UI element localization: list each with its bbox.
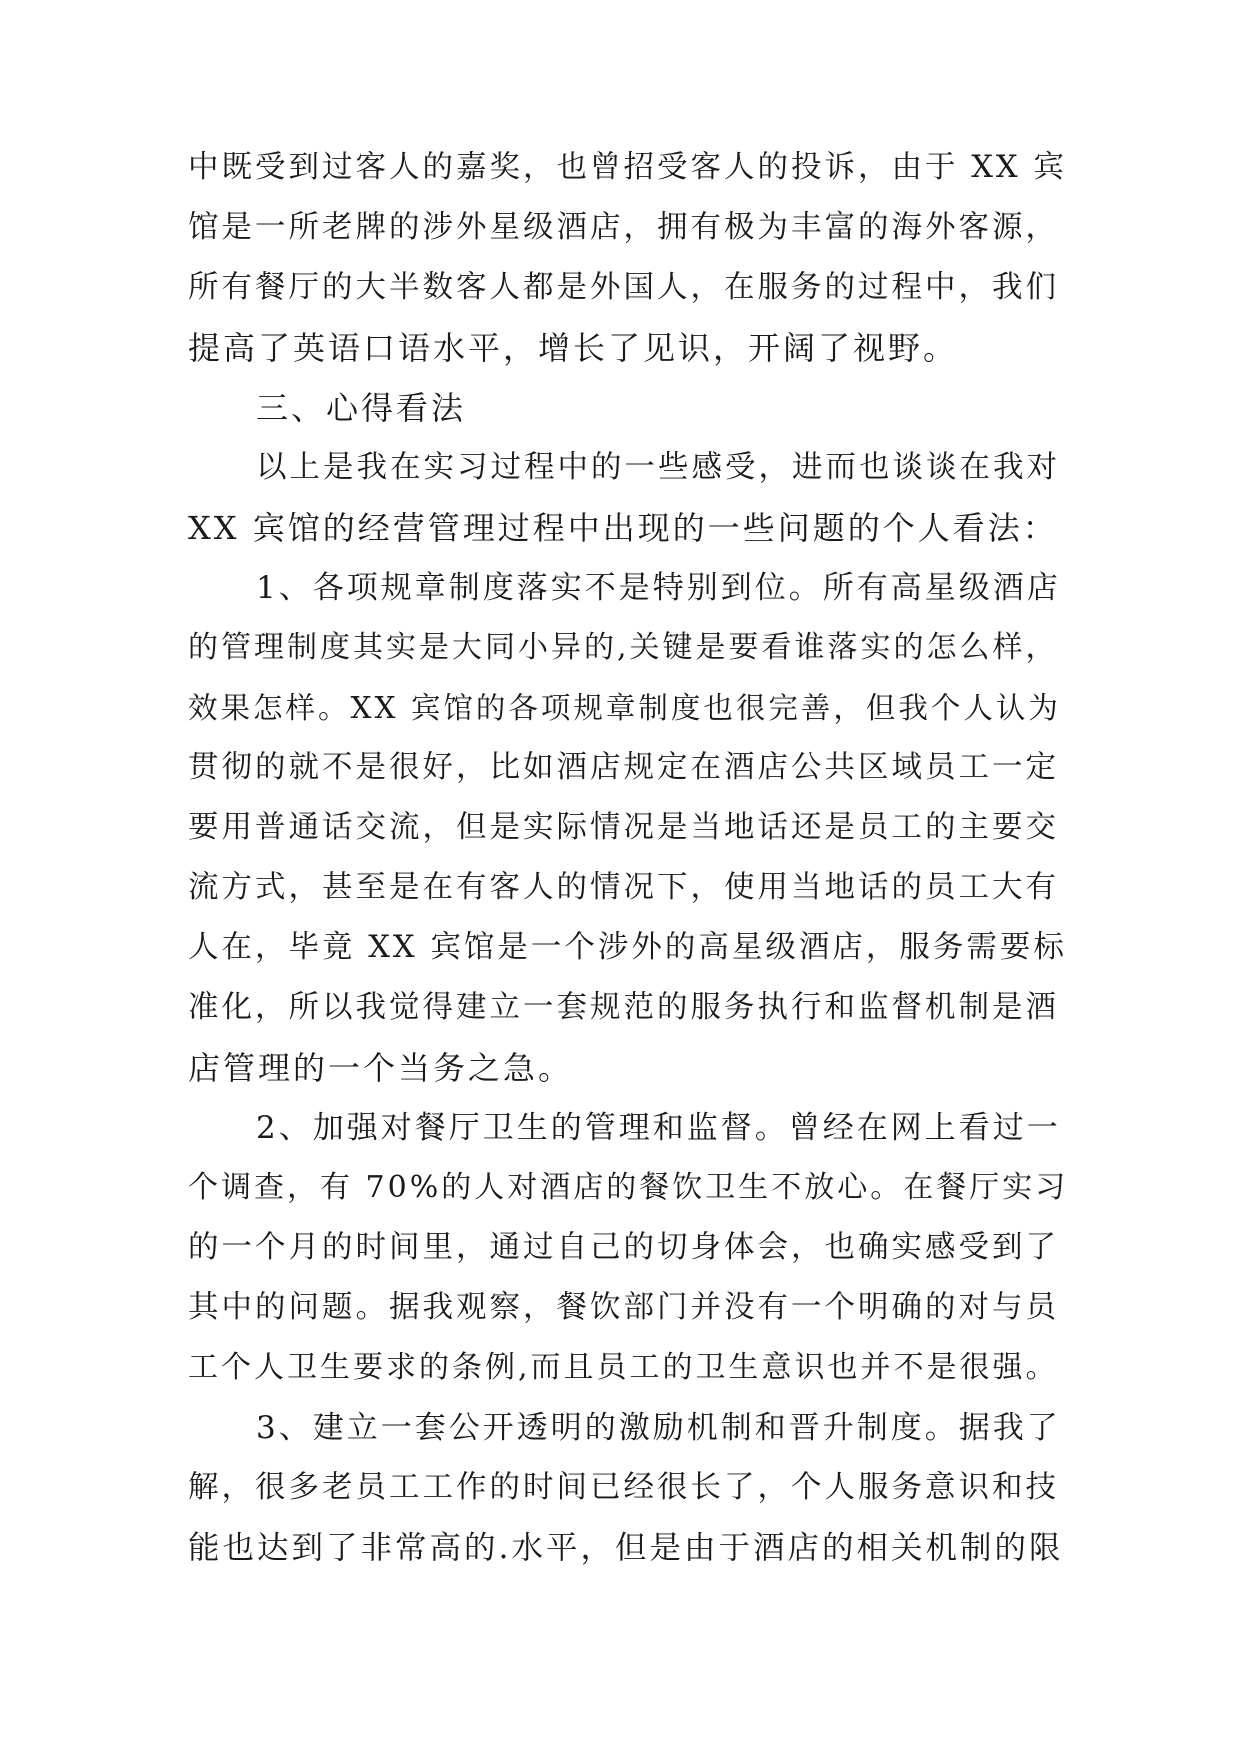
text-line: 3、建立一套公开透明的激励机制和晋升制度。据我了	[256, 1410, 1061, 1446]
text-line: 能也达到了非常高的.水平，但是由于酒店的相关机制的限	[188, 1530, 1064, 1566]
text-line: 其中的问题。据我观察，餐饮部门并没有一个明确的对与员	[188, 1290, 1059, 1325]
text-line: 流方式，甚至是在有客人的情况下，使用当地话的员工大有	[188, 870, 1059, 905]
text-line: 准化，所以我觉得建立一套规范的服务执行和监督机制是酒	[188, 990, 1059, 1025]
text-line: XX 宾馆的经营管理过程中出现的一些问题的个人看法：	[188, 509, 1058, 547]
text-line: 2、加强对餐厅卫生的管理和监督。曾经在网上看过一	[256, 1110, 1061, 1146]
text-line: 所有餐厅的大半数客人都是外国人，在服务的过程中，我们	[188, 270, 1059, 305]
text-line: 要用普通话交流，但是实际情况是当地话还是员工的主要交	[188, 810, 1059, 845]
text-line: 的管理制度其实是大同小异的,关键是要看谁落实的怎么样，	[188, 630, 1059, 665]
text-line: 中既受到过客人的嘉奖，也曾招受客人的投诉，由于 XX 宾	[188, 150, 1067, 185]
text-line: 个调查，有 70%的人对酒店的餐饮卫生不放心。在餐厅实习	[188, 1170, 1069, 1205]
text-line: 馆是一所老牌的涉外星级酒店，拥有极为丰富的海外客源，	[188, 210, 1059, 245]
section-heading: 三、心得看法	[256, 389, 467, 427]
text-line: 贯彻的就不是很好，比如酒店规定在酒店公共区域员工一定	[188, 750, 1059, 785]
text-line: 解，很多老员工工作的时间已经很长了，个人服务意识和技	[188, 1470, 1059, 1505]
text-line: 提高了英语口语水平，增长了见识，开阔了视野。	[188, 329, 959, 367]
text-line: 以上是我在实习过程中的一些感受，进而也谈谈在我对	[256, 450, 1060, 485]
text-line: 人在，毕竟 XX 宾馆是一个涉外的高星级酒店，服务需要标	[188, 930, 1067, 965]
text-line: 1、各项规章制度落实不是特别到位。所有高星级酒店	[256, 570, 1061, 606]
text-line: 店管理的一个当务之急。	[188, 1049, 574, 1087]
text-line: 效果怎样。XX 宾馆的各项规章制度也很完善，但我个人认为	[188, 691, 1061, 725]
text-line: 的一个月的时间里，通过自己的切身体会，也确实感受到了	[188, 1230, 1059, 1265]
text-line: 工个人卫生要求的条例,而且员工的卫生意识也并不是很强。	[188, 1350, 1059, 1385]
